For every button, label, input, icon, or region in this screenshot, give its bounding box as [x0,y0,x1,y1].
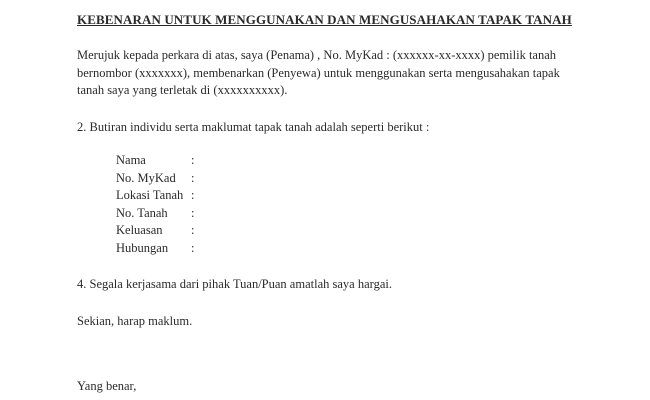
intro-line-2: bernombor (xxxxxxx), membenarkan (Penyewa) untuk menggunakan serta mengusahakan tapak [77,65,560,80]
intro-paragraph [77,47,560,100]
detail-colon: : [191,170,195,185]
detail-colon: : [191,153,195,167]
detail-label: Lokasi Tanah [116,188,184,203]
detail-label: Nama [116,153,146,167]
detail-colon: : [191,188,195,203]
detail-row-nama [116,152,201,170]
details-intro-paragraph: 2. Butiran individu serta maklumat tapak tanah adalah seperti berikut : [77,120,430,134]
detail-row-no-tanah [116,205,201,223]
detail-row-hubungan [116,240,201,258]
detail-label: No. MyKad [116,170,176,185]
detail-colon: : [191,240,195,255]
intro-line-1: Merujuk kepada perkara di atas, saya (Penama) , No. MyKad : (xxxxxx-xx-xxxx) pemilik tanah [77,48,557,62]
detail-colon: : [191,223,195,238]
intro-line-3: tanah saya yang terletak di (xxxxxxxxxx). [77,83,288,97]
detail-row-lokasi-tanah [116,187,201,205]
closing-line: Sekian, harap maklum. [77,314,193,328]
detail-colon: : [191,205,195,220]
detail-label: Hubungan [116,240,169,255]
letter-title: KEBENARAN UNTUK MENGGUNAKAN DAN MENGUSAHAKAN TAPAK TANAH [77,12,572,27]
detail-row-keluasan [116,222,201,240]
appreciation-paragraph: 4. Segala kerjasama dari pihak Tuan/Puan amatlah saya hargai. [77,277,392,291]
signoff-line: Yang benar, [77,379,137,393]
detail-label: Keluasan [116,223,163,238]
detail-row-mykad [116,170,201,188]
details-list [116,152,201,258]
detail-label: No. Tanah [116,205,168,220]
